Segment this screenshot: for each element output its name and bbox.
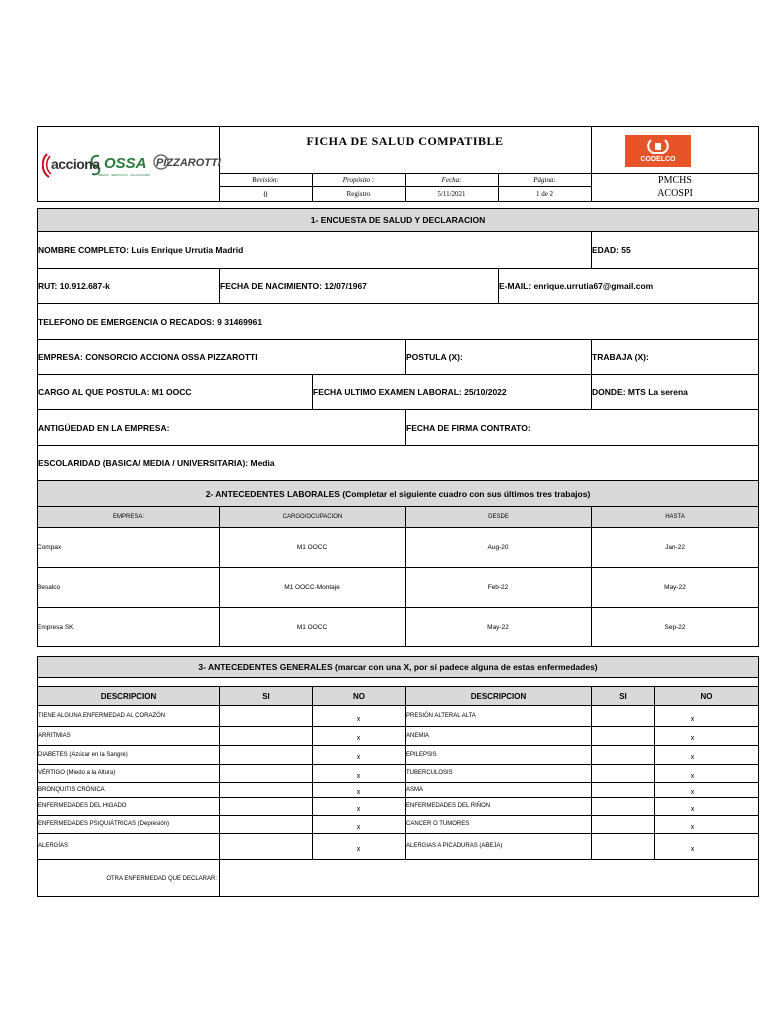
checkbox-si-right[interactable] [591,745,654,764]
checkbox-si-left[interactable] [219,745,312,764]
field-fecha-nacimiento: FECHA DE NACIMIENTO: 12/07/1967 [220,281,367,291]
disease-desc-left: TIENE ALGUNA ENFERMEDAD AL CORAZÓN [38,713,166,719]
meta-value-revision: 0 [263,190,268,199]
checkbox-si-left[interactable] [219,764,312,782]
checkbox-no-left[interactable]: x [356,805,361,813]
meta-value-pagina: 1 de 2 [535,190,554,198]
section1-title: 1- ENCUESTA DE SALUD Y DECLARACION [38,209,758,231]
disease-desc-left: ENFERMEDADES DEL HIGADO [38,803,127,809]
col-si-left: SI [220,687,312,705]
checkbox-si-left[interactable] [219,726,312,745]
disease-desc-right: CANCER O TUMORES [406,821,470,827]
checkbox-no-right[interactable]: x [690,715,695,723]
checkbox-no-left[interactable]: x [356,735,361,742]
cell-hasta: Jan-22 [665,544,685,551]
field-fecha-examen: FECHA ULTIMO EXAMEN LABORAL: 25/10/2022 [313,387,507,397]
checkbox-no-left[interactable]: x [356,754,361,761]
col-no-right: NO [655,687,758,705]
doc-code-1: PMCHS [658,175,692,186]
col-no-left: NO [313,687,405,705]
checkbox-si-left[interactable] [219,797,312,815]
cell-cargo: M1 OOCC [296,544,328,551]
meta-label-proposito: Propósito : [342,176,375,184]
field-cargo: CARGO AL QUE POSTULA: M1 OOCC [38,387,192,397]
meta-value-fecha: 5/11/2021 [437,190,466,198]
meta-label-revision: Revisión: [252,176,279,184]
disease-desc-right: EPILEPSIS [406,751,437,758]
company-logos [42,150,221,180]
field-email: E-MAIL: enrique.urrutia67@gmail.com [499,281,654,291]
disease-desc-right: ASMA [406,786,424,793]
col-desde: DESDE [406,507,591,527]
checkbox-no-right[interactable]: x [690,845,695,853]
checkbox-si-left[interactable] [219,706,312,726]
col-hasta: HASTA [592,507,758,527]
checkbox-si-right[interactable] [591,726,654,745]
checkbox-no-right[interactable]: x [690,805,695,813]
pizzarotti-logo: PIZZAROTTI [156,157,221,169]
meta-label-pagina: Página: [533,176,556,184]
checkbox-si-left[interactable] [219,782,312,797]
checkbox-no-left[interactable]: x [356,823,361,831]
col-empresa: EMPRESA: [38,507,219,527]
cell-cargo: M1 OOCC-Montaje [284,584,340,591]
acciona-logo: acciona [51,156,100,172]
otra-enfermedad-label: OTRA ENFERMEDAD QUE DECLARAR: [106,875,217,882]
ossa-subtitle: OBRAS · SERVICIOS · SOLUCIONES [98,173,150,177]
otra-enfermedad-field[interactable] [220,860,758,896]
disease-desc-right: ALERGIAS A PICADURAS (ABEJA) [406,843,503,849]
disease-desc-right: TUBERCULOSIS [406,770,453,776]
checkbox-si-right[interactable] [591,797,654,815]
checkbox-si-right[interactable] [591,782,654,797]
cell-desde: May-22 [487,624,509,631]
disease-desc-left: ALERGÍAS [38,843,69,849]
checkbox-no-left[interactable]: x [356,772,361,780]
disease-desc-left: VÉRTIGO (Miedo a la Altura) [38,770,116,776]
disease-desc-left: ARRITMIAS [38,732,71,739]
col-cargo: CARGO/OCUPACION [220,507,405,527]
cell-empresa: Empresa SK [37,624,74,631]
document-title: FICHA DE SALUD COMPATIBLE [306,134,504,148]
checkbox-si-left[interactable] [219,815,312,833]
checkbox-no-left[interactable]: x [356,715,361,723]
checkbox-si-right[interactable] [591,833,654,859]
field-fecha-firma: FECHA DE FIRMA CONTRATO: [406,422,531,433]
cell-desde: Feb-22 [487,584,509,591]
field-donde: DONDE: MTS La serena [592,387,688,397]
cell-hasta: Sep-22 [664,624,686,631]
field-postula: POSTULA (X): [406,352,463,362]
checkbox-no-right[interactable]: x [690,772,695,780]
meta-value-proposito: Registro [346,190,371,198]
disease-desc-left: BRONQUITIS CRÓNICA [38,786,105,793]
checkbox-si-left[interactable] [219,833,312,859]
disease-desc-left: DIABETES (Azúcar en la Sangre) [38,751,128,758]
field-antiguedad: ANTIGÜEDAD EN LA EMPRESA: [38,422,170,433]
cell-desde: Aug-20 [487,544,509,551]
field-rut: RUT: 10.912.687-k [38,281,110,291]
ossa-logo: OSSA [104,155,147,172]
doc-code-2: ACOSPI [657,188,693,199]
meta-label-fecha: Fecha: [441,176,462,184]
col-descripcion-right: DESCRIPCION [406,687,591,705]
field-trabaja: TRABAJA (X): [592,352,649,362]
disease-desc-right: PRESIÓN ALTERAL ALTA [406,713,476,719]
codelco-logo: CODELCO [625,135,691,167]
checkbox-no-left[interactable]: x [356,789,361,796]
checkbox-no-left[interactable]: x [356,845,361,853]
disease-desc-right: ANEMIA [406,732,430,739]
disease-desc-right: ENFERMEDADES DEL RIÑON [406,803,491,809]
cell-empresa: Compax [37,544,62,551]
section3-title: 3- ANTECEDENTES GENERALES (marcar con una X, por si padece alguna de estas enfermedades) [38,657,758,677]
disease-desc-left: ENFERMEDADES PSIQUIÁTRICAS (Depresión) [38,821,170,827]
section2-title: 2- ANTECEDENTES LABORALES (Completar el siguiente cuadro con sus últimos tres trabajos) [38,481,758,506]
checkbox-no-right[interactable]: x [690,754,695,761]
field-escolaridad: ESCOLARIDAD (BASICA/ MEDIA / UNIVERSITARIA): Media [38,458,275,468]
cell-empresa: Besalco [37,584,61,591]
cell-cargo: M1 OOCC [296,624,328,631]
col-descripcion-left: DESCRIPCION [38,687,219,705]
checkbox-si-right[interactable] [591,815,654,833]
field-telefono: TELEFONO DE EMERGENCIA O RECADOS: 9 31469961 [38,316,263,327]
checkbox-si-right[interactable] [591,706,654,726]
field-empresa: EMPRESA: CONSORCIO ACCIONA OSSA PIZZAROTTI [38,352,258,362]
checkbox-si-right[interactable] [591,764,654,782]
field-nombre: NOMBRE COMPLETO: Luis Enrique Urrutia Madrid [38,245,244,255]
field-edad: EDAD: 55 [592,245,631,255]
checkbox-no-right[interactable]: x [690,823,695,831]
cell-hasta: May-22 [664,584,686,591]
checkbox-no-right[interactable]: x [690,735,695,742]
col-si-right: SI [592,687,654,705]
checkbox-no-right[interactable]: x [690,789,695,796]
